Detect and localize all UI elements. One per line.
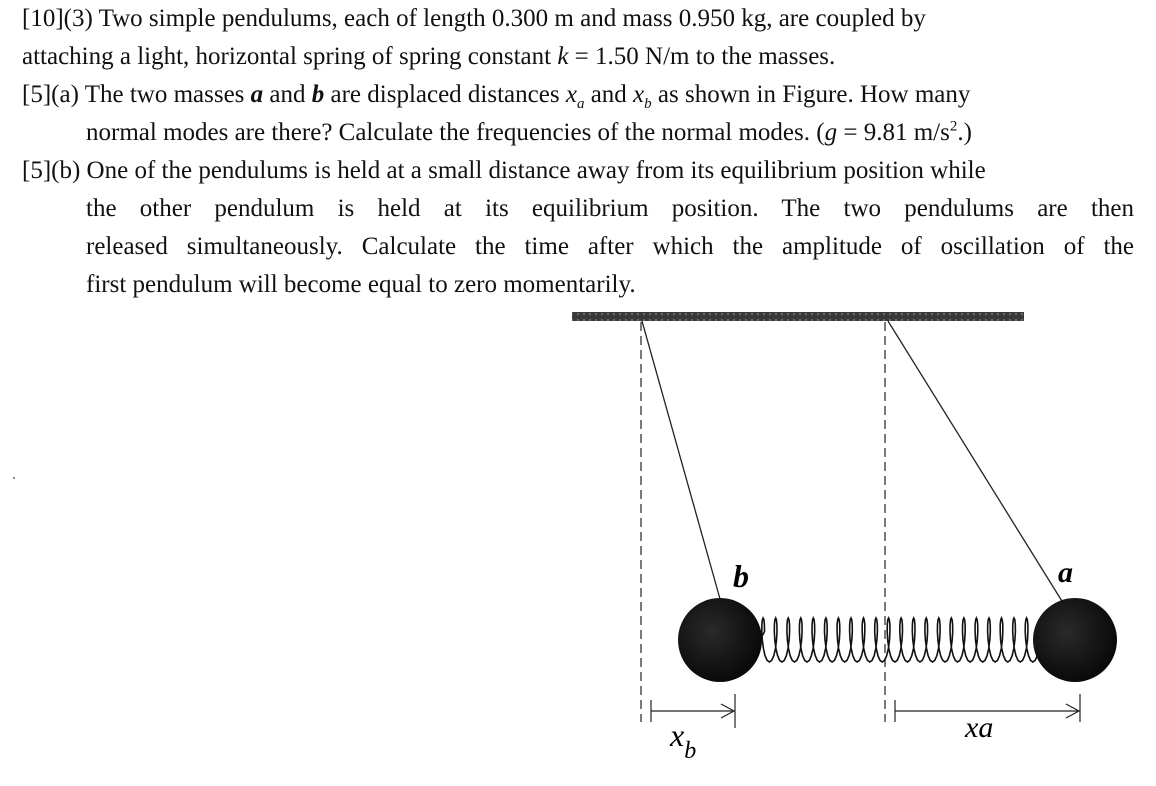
mass-a	[1033, 598, 1117, 682]
part-b-line-3: released simultaneously. Calculate the time after which the amplitude of oscillation of the	[86, 233, 1134, 260]
problem-line-1: [10](3) Two simple pendulums, each of length 0.300 m and mass 0.950 kg, are coupled by	[22, 5, 926, 32]
stray-dot	[13, 477, 15, 479]
ceiling-support	[572, 312, 1024, 321]
mass-a-symbol: a	[250, 81, 264, 108]
part-a-prefix: [5](a) The two masses	[22, 81, 251, 108]
part-a-end: as shown in Figure. How many	[651, 81, 971, 108]
part-a-line-2-text: normal modes are there? Calculate the frequencies of the normal modes. (	[86, 119, 825, 146]
gravity-exponent: 2	[949, 118, 958, 135]
xb-subscript: b	[644, 96, 652, 112]
spring-constant-symbol: k	[557, 43, 569, 70]
gravity-symbol: g	[824, 119, 838, 146]
xb-symbol: x	[633, 81, 645, 108]
xa-label: xa	[965, 711, 994, 744]
part-a-line-2-end: .)	[957, 119, 972, 146]
spring	[760, 618, 1040, 662]
pendulum-string-b	[642, 321, 722, 606]
gravity-value: = 9.81 m/s	[837, 119, 950, 146]
part-a-and-2: and	[584, 81, 634, 108]
xa-symbol: x	[565, 81, 577, 108]
mass-b-symbol: b	[311, 81, 325, 108]
xb-label: $x_b$	[670, 717, 697, 764]
problem-line-2-value: = 1.50 N/m to the masses.	[568, 43, 836, 70]
part-b-line-2: the other pendulum is held at its equilibrium position. The two pendulums are then	[86, 195, 1134, 222]
mass-a-label: a	[1058, 556, 1073, 589]
xa-subscript: a	[576, 96, 585, 112]
mass-b	[678, 598, 762, 682]
part-a-and: and	[263, 81, 312, 108]
mass-b-label: b	[733, 558, 749, 594]
part-b-line-1: [5](b) One of the pendulums is held at a small distance away from its equilibrium position while	[22, 157, 986, 184]
part-b-line-4: first pendulum will become equal to zero momentarily.	[86, 271, 636, 298]
part-a-mid: are displaced distances	[324, 81, 566, 108]
pendulum-string-a	[888, 321, 1065, 606]
problem-line-2-text: attaching a light, horizontal spring of spring constant	[22, 43, 558, 70]
